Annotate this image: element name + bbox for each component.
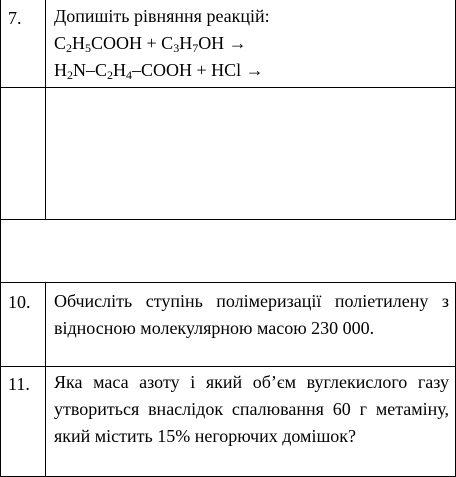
row-10-number: 10. — [8, 292, 31, 312]
row-7-number: 7. — [8, 8, 22, 28]
row-divider-4 — [0, 366, 456, 367]
row-10-question: Обчисліть ступінь полімеризації поліетилену з відносною молекулярною масою 230 000. — [54, 291, 449, 338]
column-divider-row7-blank — [45, 88, 46, 220]
column-divider-lower — [45, 282, 46, 477]
row-11-number: 11. — [8, 374, 30, 394]
row-divider-2 — [0, 219, 456, 220]
row-7-line-1: Допишіть рівняння реакцій: — [54, 6, 270, 26]
column-divider-top — [45, 0, 46, 88]
row-7-equation-1: $C_2H_5COOH + C_3H_7OH$ → — [54, 33, 247, 55]
row-divider-3 — [0, 282, 456, 283]
row-11-question: Яка маса азоту і який об’єм вуглекислого газу утвориться внаслідок спалювання 60 г метаміну, який містить 15% негорючих домішок? — [54, 372, 449, 446]
row-divider-1 — [0, 87, 456, 88]
row-7-equation-2: $H_2N-C_2H_4$–COOH + HCl → — [54, 60, 264, 82]
table-border-left — [0, 0, 1, 477]
row-7-question — [54, 3, 450, 84]
